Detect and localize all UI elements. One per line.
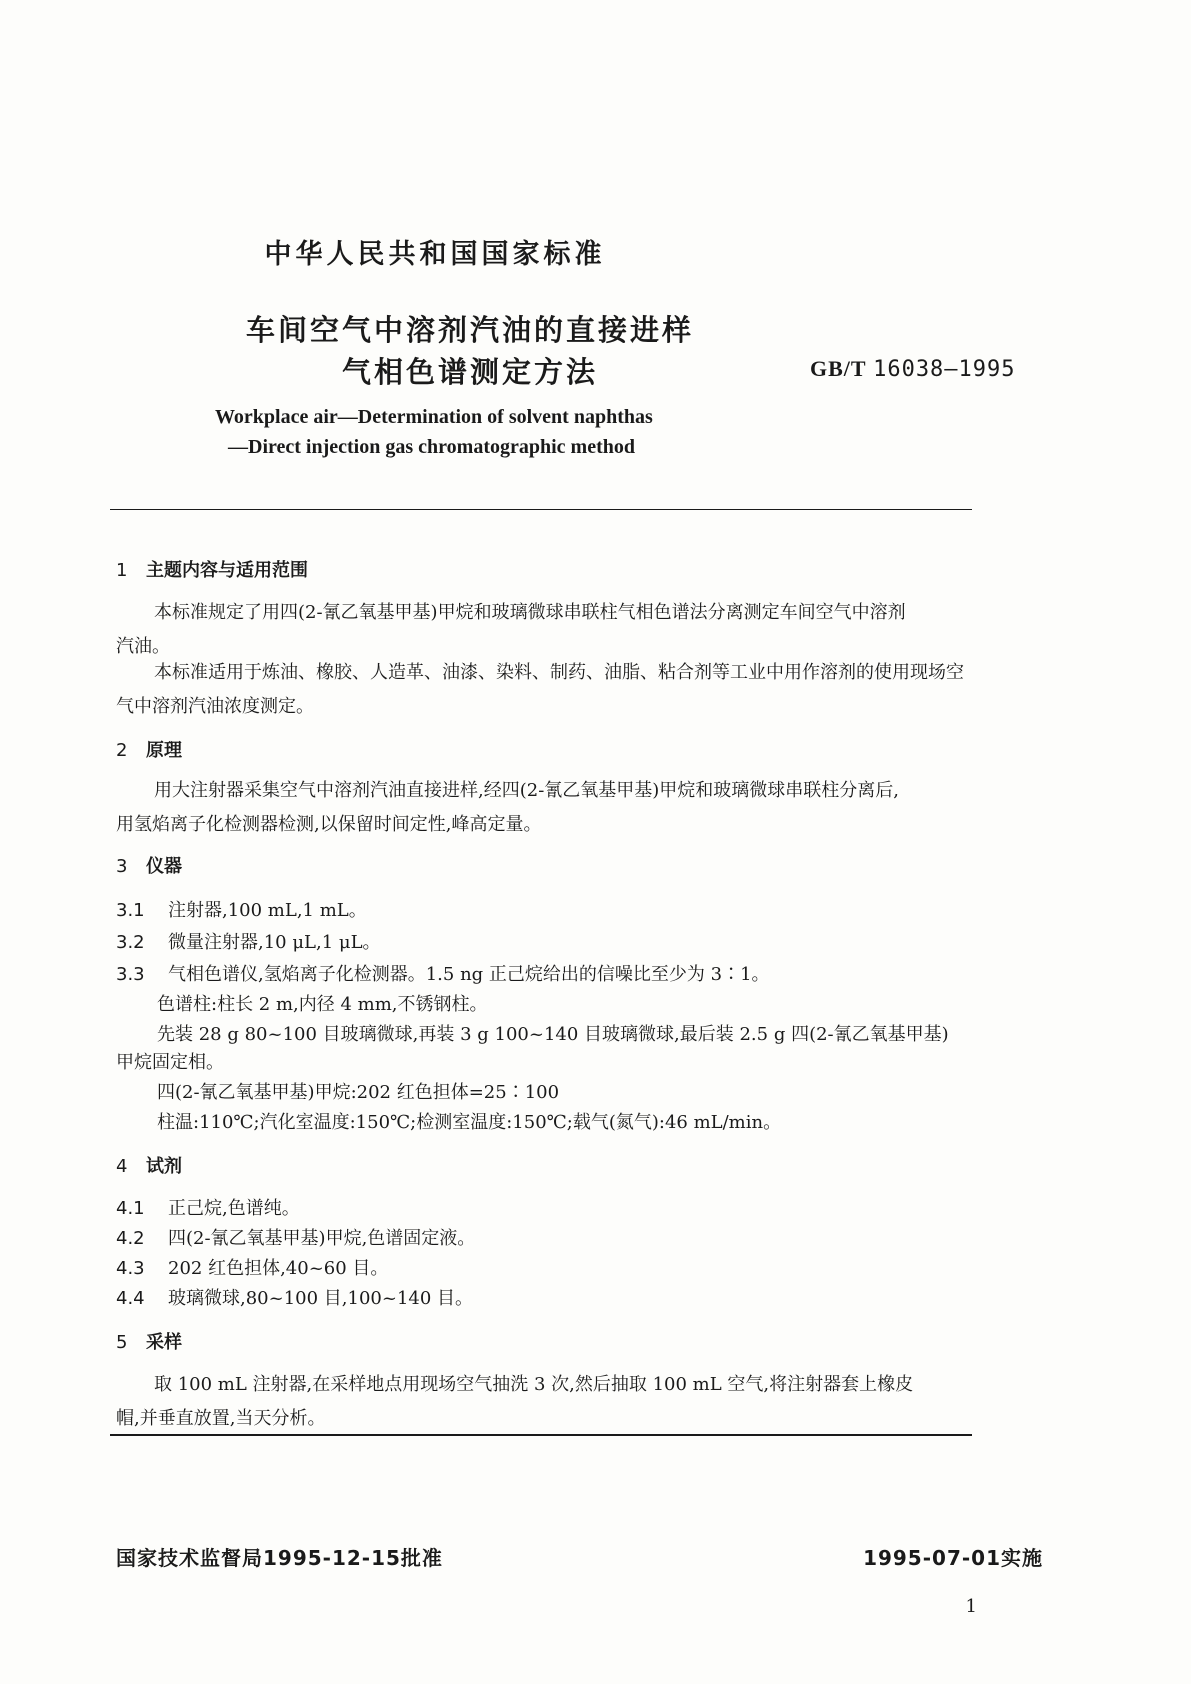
standard-code: 16038—1995 — [873, 357, 1016, 382]
item-number: 3.3 — [116, 964, 145, 985]
footer-divider — [110, 1434, 972, 1436]
paragraph-line: 本标准规定了用四(2-氰乙氧基甲基)甲烷和玻璃微球串联柱气相色谱法分离测定车间空气中溶剂 — [154, 602, 906, 623]
section-1-heading — [116, 556, 308, 582]
section-1-paragraph-2 — [116, 656, 1046, 724]
section-4-heading — [116, 1152, 182, 1178]
section-title: 仪器 — [146, 856, 182, 877]
title-en-line2: —Direct injection gas chromatographic method — [228, 436, 635, 458]
item-text: 微量注射器,10 μL,1 μL。 — [168, 932, 381, 953]
stationary-ratio: 四(2-氰乙氧基甲基)甲烷:202 红色担体=25∶100 — [157, 1082, 560, 1103]
paragraph-line: 帽,并垂直放置,当天分析。 — [116, 1408, 326, 1429]
standard-prefix: GB/T — [810, 356, 867, 381]
section-1-paragraph-1 — [116, 596, 1046, 664]
section-2-heading — [116, 736, 182, 762]
section-5-heading — [116, 1328, 182, 1354]
paragraph-line: 本标准适用于炼油、橡胶、人造革、油漆、染料、制药、油脂、粘合剂等工业中用作溶剂的使用现场空 — [154, 662, 964, 683]
item-text: 四(2-氰乙氧基甲基)甲烷,色谱固定液。 — [168, 1228, 476, 1249]
item-4-2 — [116, 1224, 475, 1250]
header-divider — [110, 509, 972, 510]
paragraph-line: 取 100 mL 注射器,在采样地点用现场空气抽洗 3 次,然后抽取 100 mL 空气,将注射器套上橡皮 — [154, 1374, 914, 1395]
paragraph-line: 用大注射器采集空气中溶剂汽油直接进样,经四(2-氰乙氧基甲基)甲烷和玻璃微球串联柱分离后, — [154, 780, 900, 801]
section-5-paragraph-1 — [116, 1368, 1046, 1436]
item-4-4 — [116, 1284, 473, 1310]
standard-category-title: 中华人民共和国国家标准 — [264, 239, 606, 270]
section-2-paragraph-1 — [116, 774, 1046, 842]
item-text: 玻璃微球,80~100 目,100~140 目。 — [168, 1288, 474, 1309]
section-title: 主题内容与适用范围 — [146, 560, 308, 581]
section-number: 5 — [116, 1332, 128, 1353]
title-cn-line2: 气相色谱测定方法 — [341, 355, 598, 389]
item-4-1 — [116, 1194, 300, 1220]
section-title: 试剂 — [146, 1156, 182, 1177]
column-spec: 色谱柱:柱长 2 m,内径 4 mm,不锈钢柱。 — [157, 994, 488, 1015]
section-title: 原理 — [146, 740, 182, 761]
item-3-3 — [116, 960, 770, 986]
item-text: 202 红色担体,40~60 目。 — [168, 1258, 389, 1279]
item-number: 3.1 — [116, 900, 145, 921]
approval-date: 国家技术监督局1995-12-15批准 — [116, 1546, 443, 1570]
packing-line-2: 甲烷固定相。 — [116, 1052, 224, 1073]
section-number: 3 — [116, 856, 128, 877]
standard-number — [810, 356, 1016, 382]
item-number: 4.1 — [116, 1198, 145, 1219]
item-text: 正己烷,色谱纯。 — [168, 1198, 300, 1219]
title-en-line1: Workplace air—Determination of solvent naphthas — [215, 406, 653, 428]
section-3-heading — [116, 852, 182, 878]
paragraph-line: 汽油。 — [116, 636, 170, 657]
item-number: 4.4 — [116, 1288, 145, 1309]
section-title: 采样 — [146, 1332, 182, 1353]
section-number: 1 — [116, 560, 128, 581]
paragraph-line: 气中溶剂汽油浓度测定。 — [116, 696, 314, 717]
item-text: 气相色谱仪,氢焰离子化检测器。1.5 ng 正己烷给出的信噪比至少为 3∶1。 — [168, 964, 770, 985]
temperature-conditions: 柱温:110℃;汽化室温度:150℃;检测室温度:150℃;载气(氮气):46 mL/min。 — [157, 1112, 782, 1133]
packing-line-1: 先装 28 g 80~100 目玻璃微球,再装 3 g 100~140 目玻璃微球,最后装 2.5 g 四(2-氰乙氧基甲基) — [157, 1024, 949, 1045]
item-4-3 — [116, 1254, 388, 1280]
effective-date: 1995-07-01实施 — [863, 1546, 1043, 1570]
item-number: 4.3 — [116, 1258, 145, 1279]
section-number: 4 — [116, 1156, 128, 1177]
item-number: 3.2 — [116, 932, 145, 953]
section-number: 2 — [116, 740, 128, 761]
item-3-1 — [116, 896, 367, 922]
page-number: 1 — [965, 1596, 977, 1617]
item-text: 注射器,100 mL,1 mL。 — [168, 900, 367, 921]
title-cn-line1: 车间空气中溶剂汽油的直接进样 — [245, 313, 694, 347]
item-3-2 — [116, 928, 381, 954]
item-number: 4.2 — [116, 1228, 145, 1249]
paragraph-line: 用氢焰离子化检测器检测,以保留时间定性,峰高定量。 — [116, 814, 542, 835]
